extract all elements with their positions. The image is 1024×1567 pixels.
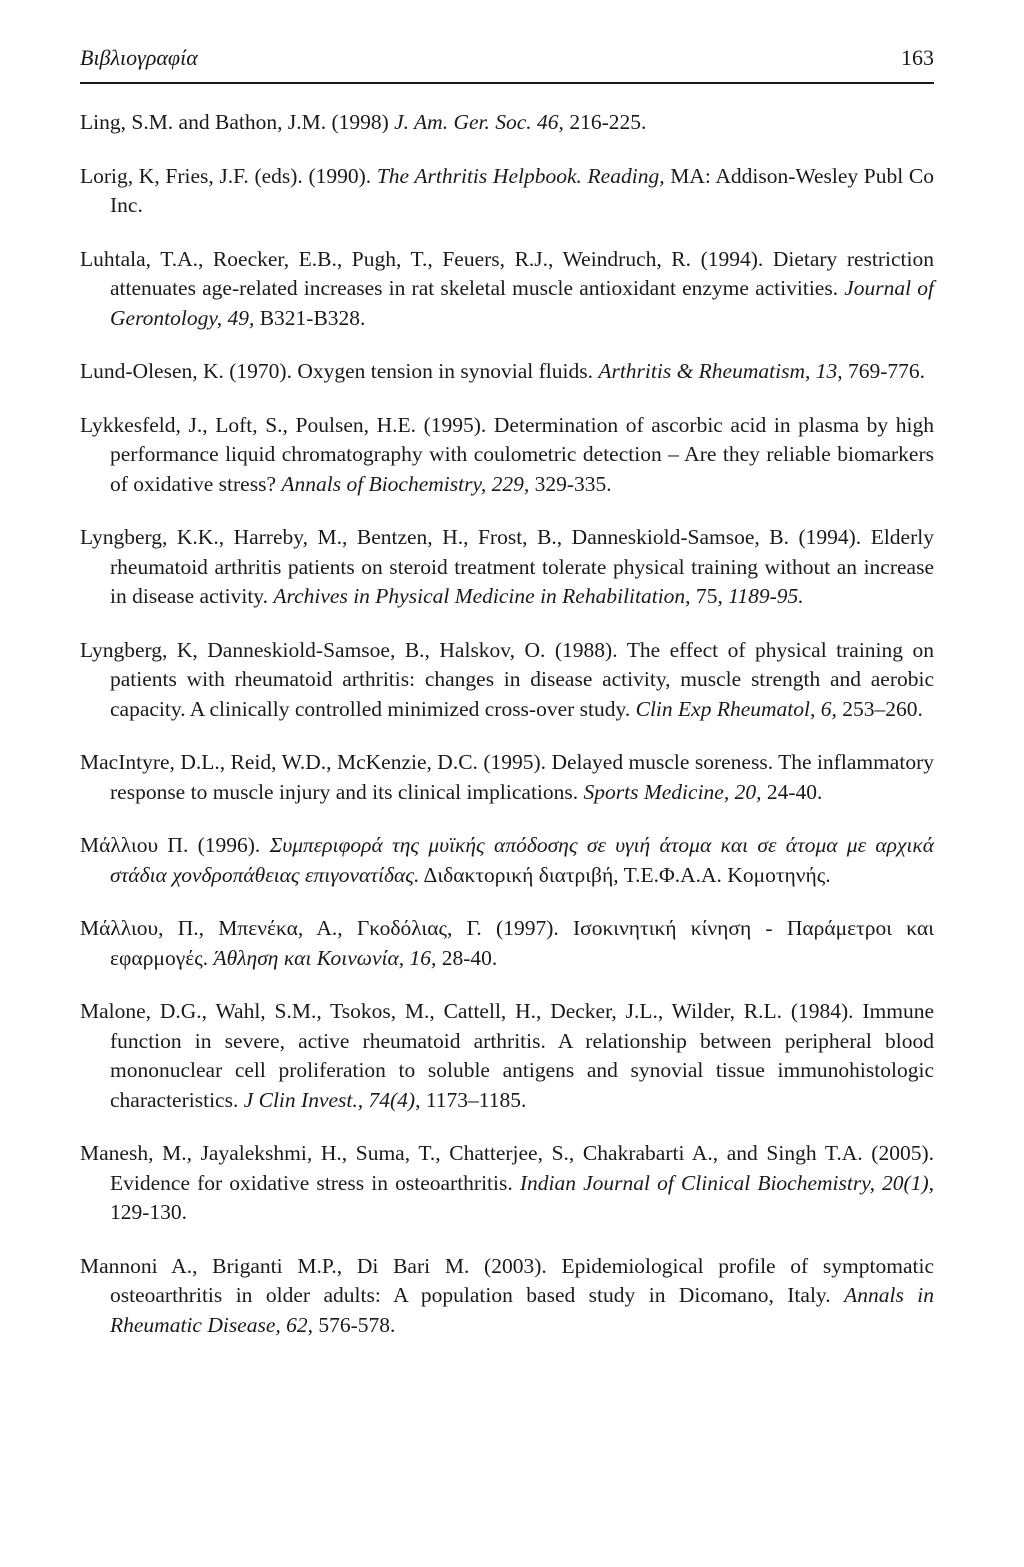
reference-title: The Arthritis Helpbook. Reading, [376, 163, 665, 188]
reference-authors: Lorig, K, Fries, J.F. (eds). (1990). [80, 163, 377, 188]
reference-authors: Ling, S.M. and Bathon, J.M. (1998) [80, 110, 395, 134]
reference-entry [80, 1252, 934, 1341]
reference-entry [80, 245, 934, 334]
reference-source: Arthritis & Rheumatism, 13, [598, 359, 843, 383]
reference-entry [80, 523, 934, 612]
reference-pages: 129-130. [110, 1200, 188, 1224]
reference-entry [80, 162, 934, 221]
header-divider [80, 82, 934, 84]
reference-pages: 329-335. [529, 471, 612, 496]
reference-source: J. Am. Ger. Soc. 46, [394, 110, 564, 134]
reference-title: The effect of physical training on patients with rheumatoid arthritis: changes in disease activity, muscle strength and aerobic capacity. A clinically controlled minimized cross-over study. [110, 637, 935, 721]
reference-source: Annals in Rheumatic Disease, 62, [110, 1283, 934, 1337]
reference-title: Immune function in severe, active rheumatoid arthritis. A relationship between peripheral blood mononuclear cell proliferation to soluble antigens and synovial tissue immunohistologic characteristics. [110, 999, 934, 1112]
reference-pages: 253–260. [836, 696, 923, 721]
reference-volume: 75, [690, 584, 729, 608]
reference-title: Oxygen tension in synovial fluids. [297, 359, 599, 383]
reference-pages: 1173–1185. [420, 1087, 527, 1112]
reference-authors: Mannoni A., Briganti M.P., Di Bari M. (2003). [80, 1253, 562, 1278]
reference-authors: Lund-Olesen, K. (1970). [80, 359, 298, 383]
reference-source: Clin Exp Rheumatol, 6, [635, 696, 837, 721]
reference-pages: 1189-95. [728, 584, 804, 608]
reference-authors: MacIntyre, D.L., Reid, W.D., McKenzie, D.C. (1995). [80, 750, 552, 774]
reference-authors: Malone, D.G., Wahl, S.M., Tsokos, M., Cattell, H., Decker, J.L., Wilder, R.L. (1984). [80, 999, 863, 1023]
reference-pages: B321-B328. [254, 305, 366, 330]
reference-title: Delayed muscle soreness. The inflammatory response to muscle injury and its clinical implications. [110, 750, 934, 804]
reference-pages: 216-225. [563, 110, 647, 134]
reference-source: Άθληση και Κοινωνία, 16, [213, 945, 437, 970]
reference-authors: Manesh, M., Jayalekshmi, H., Suma, T., Chatterjee, S., Chakrabarti A., and Singh T.A. (2005). [80, 1141, 934, 1165]
reference-title: Συμπεριφορά της μυϊκής απόδοσης σε υγιή άτομα και σε άτομα με αρχικά στάδια χονδροπάθειας επιγονατίδας. [110, 833, 934, 887]
reference-entry [80, 108, 934, 138]
reference-entry [80, 357, 934, 387]
reference-entry [80, 636, 934, 725]
reference-entry [80, 997, 934, 1115]
reference-source: Indian Journal of Clinical Biochemistry, 20(1), [519, 1170, 934, 1195]
reference-source: J Clin Invest., 74(4), [243, 1087, 421, 1112]
reference-pages: 24-40. [761, 779, 823, 804]
reference-authors: Lyngberg, K, Danneskiold-Samsoe, B., Halskov, O. (1988). [80, 637, 627, 662]
reference-publisher: MA: Addison-Wesley Publ Co Inc. [110, 163, 934, 217]
reference-source: Journal of Gerontology, 49, [110, 276, 934, 330]
reference-title: Evidence for oxidative stress in osteoarthritis. [110, 1170, 520, 1195]
reference-details: Διδακτορική διατριβή, Τ.Ε.Φ.Α.Α. Κομοτηνής. [419, 862, 831, 887]
section-title: Βιβλιογραφία [80, 45, 198, 70]
reference-title: Ισοκινητική κίνηση - Παράμετροι και εφαρμογές. [110, 916, 934, 970]
reference-list [80, 108, 934, 1340]
reference-source: Archives in Physical Medicine in Rehabilitation, [273, 584, 691, 608]
reference-title: Determination of ascorbic acid in plasma by high performance liquid chromatography with coulometric detection – Are they reliable biomarkers of oxidative stress? [110, 412, 934, 496]
reference-authors: Μάλλιου Π. (1996). [80, 833, 270, 857]
running-header [80, 40, 934, 76]
reference-source: Sports Medicine, 20, [583, 779, 762, 804]
reference-authors: Lykkesfeld, J., Loft, S., Poulsen, H.E. (1995). [80, 412, 494, 437]
reference-pages: 769-776. [842, 359, 926, 383]
reference-entry [80, 831, 934, 890]
reference-source: Annals of Biochemistry, 229, [281, 471, 530, 496]
reference-entry [80, 914, 934, 973]
reference-title: Epidemiological profile of symptomatic osteoarthritis in older adults: A population based study in Dicomano, Italy. [110, 1253, 934, 1307]
reference-authors: Lyngberg, K.K., Harreby, M., Bentzen, H., Frost, B., Danneskiold-Samsoe, B. (1994). [80, 525, 871, 549]
reference-entry [80, 411, 934, 500]
reference-authors: Μάλλιου, Π., Μπενέκα, Α., Γκοδόλιας, Γ. (1997). [80, 916, 573, 940]
reference-title: Elderly rheumatoid arthritis patients on steroid treatment tolerate physical training without an increase in disease activity. [110, 525, 934, 608]
reference-pages: 576-578. [313, 1312, 396, 1337]
reference-entry [80, 1139, 934, 1228]
reference-pages: 28-40. [436, 945, 498, 970]
reference-authors: Luhtala, T.A., Roecker, E.B., Pugh, T., Feuers, R.J., Weindruch, R. (1994). [80, 246, 773, 271]
reference-entry [80, 748, 934, 807]
page-number: 163 [901, 45, 934, 70]
reference-title: Dietary restriction attenuates age-related increases in rat skeletal muscle antioxidant enzyme activities. [110, 246, 934, 300]
